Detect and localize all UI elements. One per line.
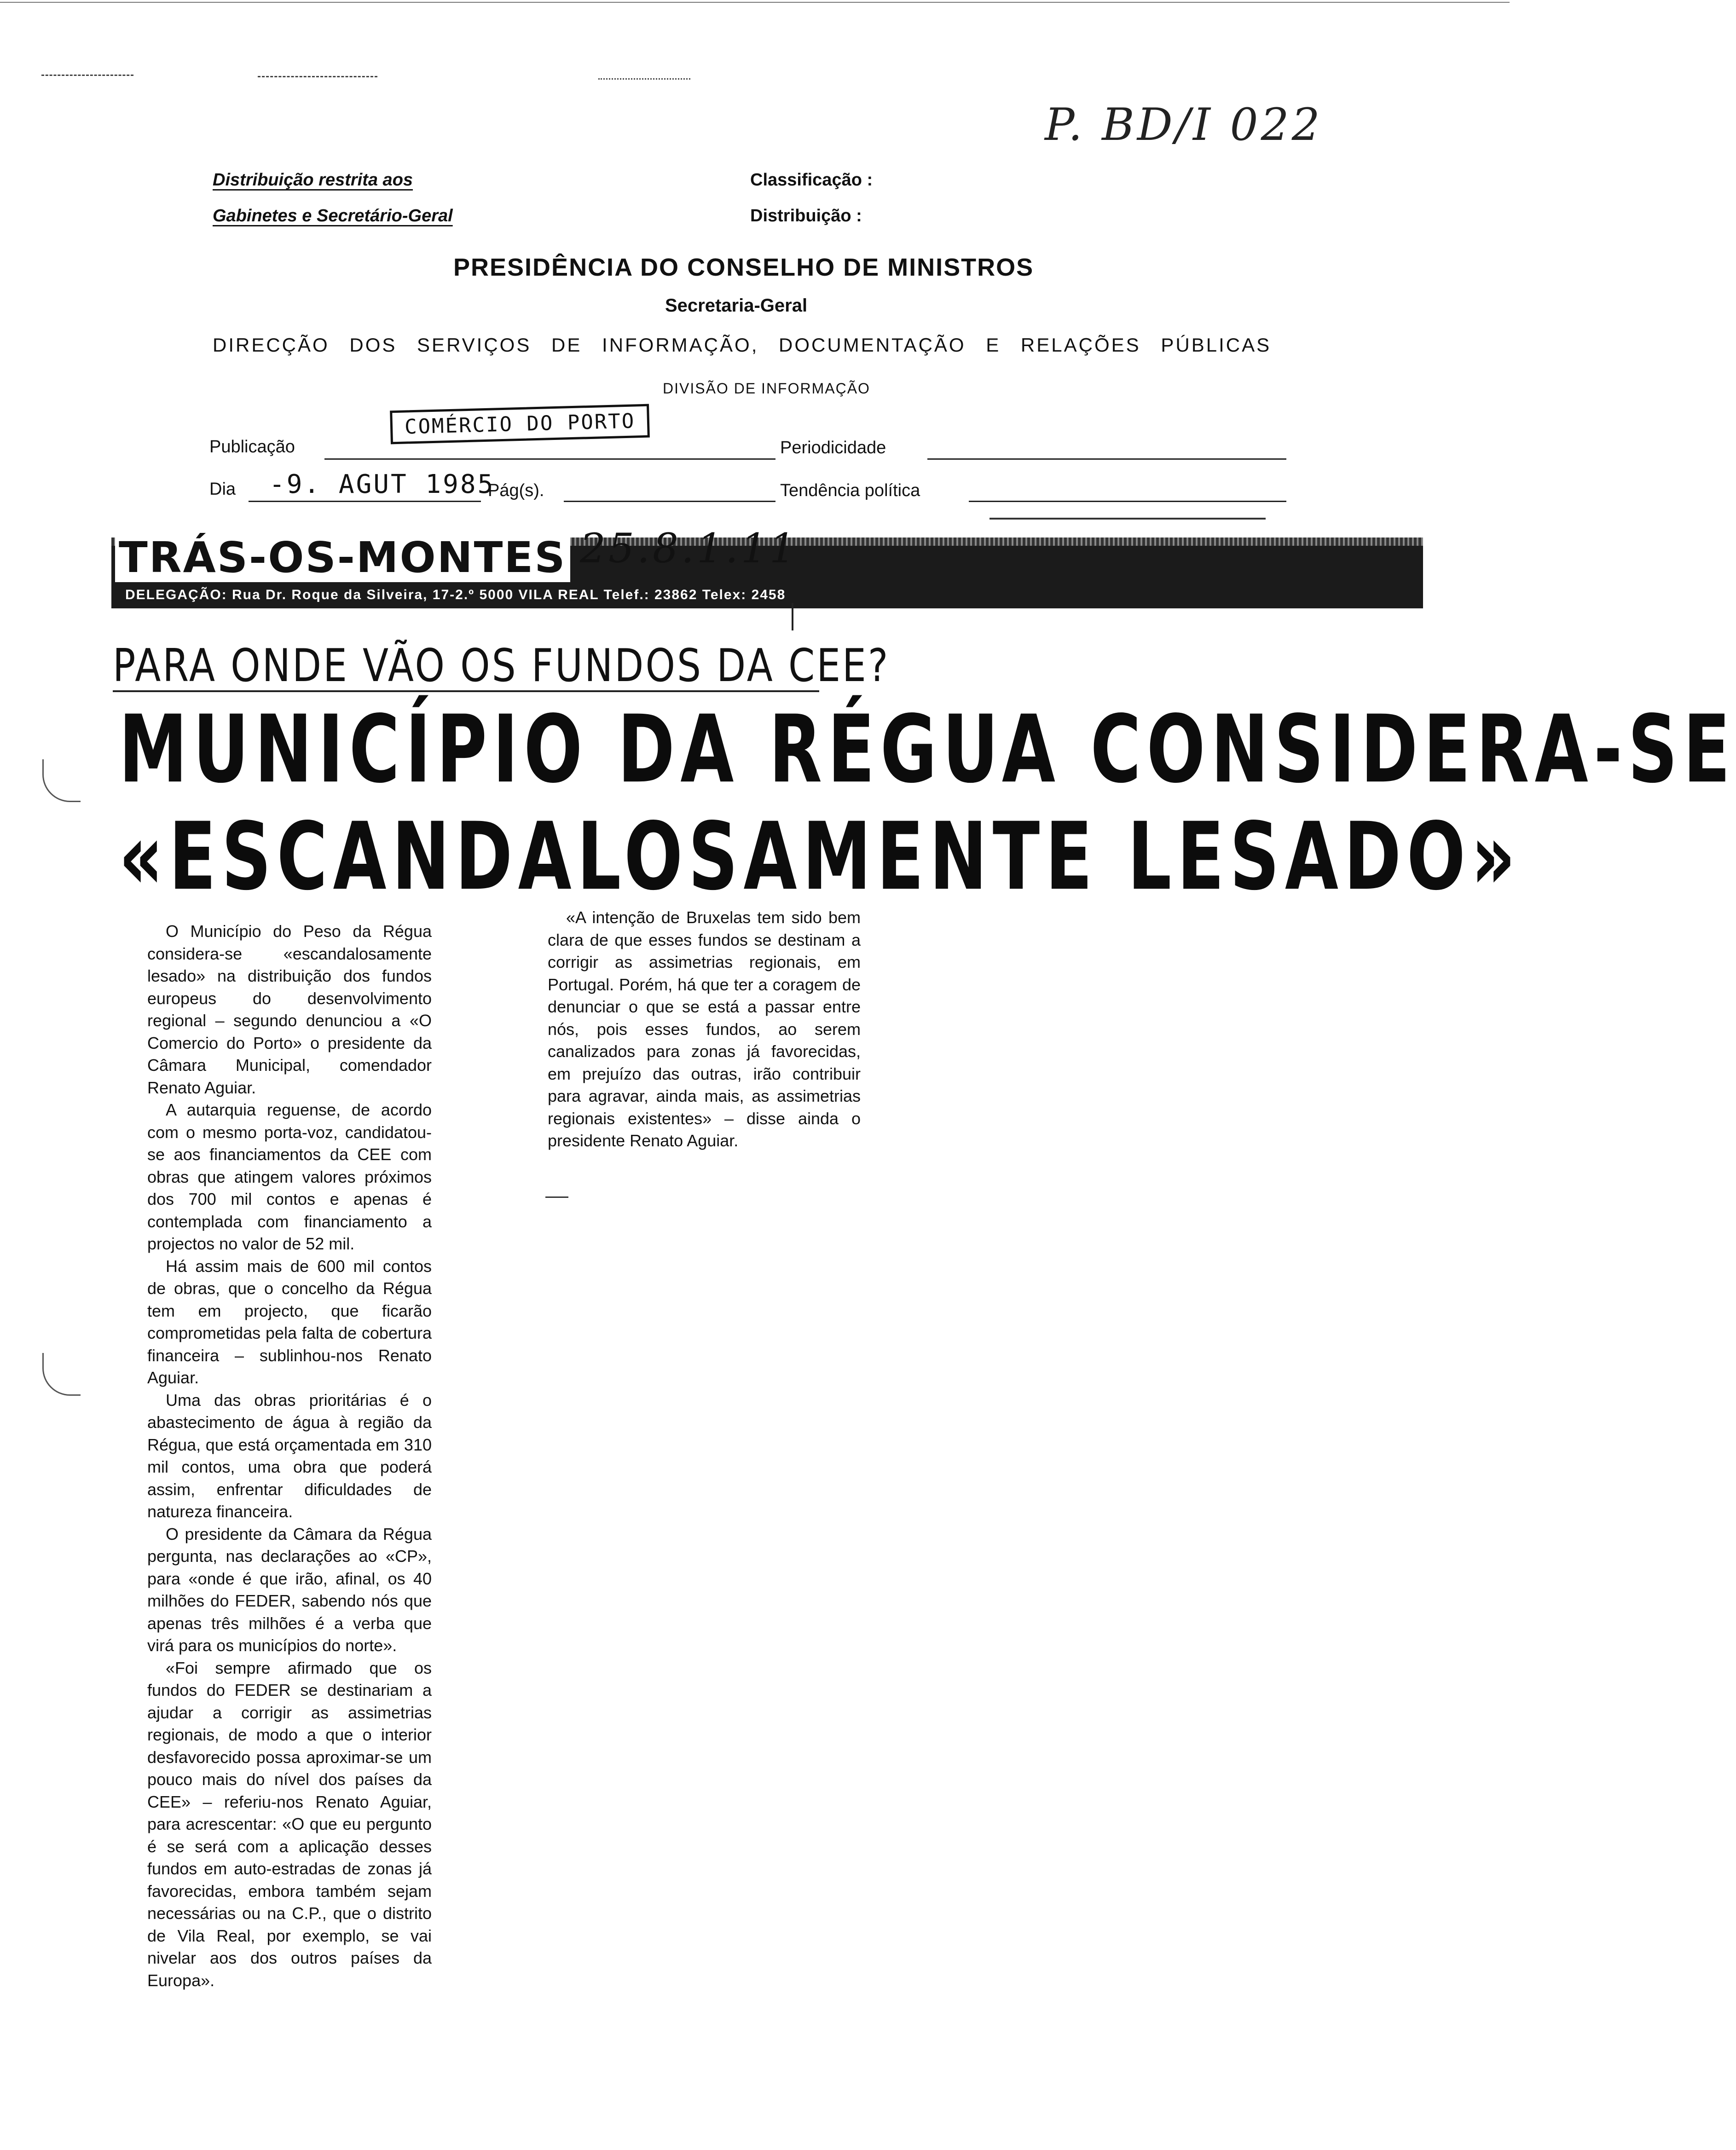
handwritten-reference: P. BD/I 022 [1045, 99, 1323, 150]
day-label: Dia [209, 480, 236, 499]
scan-artifact [41, 75, 133, 76]
article-end-mark [545, 1196, 568, 1198]
restricted-distribution-line1: Distribuição restrita aos [213, 170, 413, 190]
pen-mark [792, 603, 793, 630]
division-name: DIVISÃO DE INFORMAÇÃO [663, 380, 870, 397]
tendency-label: Tendência política [780, 481, 920, 500]
section-title: TRÁS-OS-MONTES [115, 533, 570, 582]
organization-title: PRESIDÊNCIA DO CONSELHO DE MINISTROS [453, 254, 1034, 281]
article-right-column [548, 907, 861, 1152]
delegation-strip [111, 584, 1423, 608]
periodicity-field-line [927, 458, 1286, 460]
article-paragraph: Há assim mais de 600 mil contos de obras, que o concelho da Régua tem em projecto, que ficarão comprometidas pela falta de cobertura financeira – sublinhou-nos Renato Aguiar. [147, 1256, 432, 1387]
restricted-distribution-line2: Gabinetes e Secretário-Geral [213, 206, 453, 225]
publication-stamp: COMÉRCIO DO PORTO [390, 404, 650, 445]
organization-subtitle: Secretaria-Geral [665, 295, 808, 316]
pages-field-line [564, 501, 775, 502]
publication-field-line [324, 458, 775, 460]
article-headline-line1: MUNICÍPIO DA RÉGUA CONSIDERA-SE [119, 696, 1736, 804]
article-headline-line2: «ESCANDALOSAMENTE LESADO» [119, 803, 1521, 911]
article-kicker: PARA ONDE VÃO OS FUNDOS DA CEE? [113, 640, 890, 692]
article-paragraph: Uma das obras prioritárias é o abastecimento de água à região da Régua, que está orçamentada em 310 mil contos, uma obra que poderá assim, enfrentar dificuldades de natureza financeira. [147, 1390, 432, 1521]
pages-label: Pág(s). [488, 481, 544, 500]
distribution-label: Distribuição : [750, 206, 862, 225]
day-field-line [249, 501, 481, 502]
scan-artifact [598, 78, 690, 80]
handwritten-code: 25.8.1.11 [580, 525, 798, 572]
article-paragraph: O presidente da Câmara da Régua pergunta, nas declarações ao «CP», para «onde é que irão, afinal, os 40 milhões do FEDER, sabendo nós que apenas três milhões é a verba que virá para os municípios do norte». [147, 1524, 432, 1655]
department-name: DIRECÇÃO DOS SERVIÇOS DE INFORMAÇÃO, DOCUMENTAÇÃO E RELAÇÕES PÚBLICAS [213, 334, 1272, 356]
publication-label: Publicação [209, 437, 295, 457]
article-left-column [147, 920, 432, 1992]
article-paragraph: «Foi sempre afirmado que os fundos do FEDER se destinariam a ajudar a corrigir as assimetrias regionais, de modo a que o interior desfavorecido possa aproximar-se um pouco mais do nível dos países da CEE» – referiu-nos Renato Aguiar, para acrescentar: «O que eu pergunto é se será com a aplicação desses fundos em auto-estradas de zonas já favorecidas, embora também sejam necessárias ou na C.P., que o distrito de Vila Real, por exemplo, se vai nivelar aos dos outros países da Europa». [147, 1658, 432, 1990]
scan-artifact [258, 76, 377, 77]
binder-hole-mark [42, 1353, 81, 1396]
scan-edge [0, 2, 1510, 3]
rule-line [990, 518, 1266, 520]
kicker-underline [113, 690, 819, 692]
article-paragraph: A autarquia reguense, de acordo com o mesmo porta-voz, candidatou-se aos financiamentos da CEE com obras que atingem valores próximos dos 700 mil contos e apenas é contemplada com financiamento a projectos no valor de 52 mil. [147, 1100, 432, 1253]
classification-label: Classificação : [750, 170, 873, 190]
article-paragraph: O Município do Peso da Régua considera-se «escandalosamente lesado» na distribuição dos fundos europeus do desenvolvimento regional – segundo denunciou a «O Comercio do Porto» o presidente da Câmara Municipal, comendador Renato Aguiar. [147, 922, 432, 1097]
delegation-text: DELEGAÇÃO: Rua Dr. Roque da Silveira, 17-2.º 5000 VILA REAL Telef.: 23862 Telex: 2458 [125, 587, 786, 602]
article-paragraph: «A intenção de Bruxelas tem sido bem clara de que esses fundos se destinam a corrigir as assimetrias regionais, em Portugal. Porém, há que ter a coragem de denunciar o que se está a passar entre nós, pois esses fundos, ao serem canalizados para zonas já favorecidas, em prejuízo das outras, irão contribuir para agravar, ainda mais, as assimetrias regionais existentes» – disse ainda o presidente Renato Aguiar. [548, 908, 861, 1150]
periodicity-label: Periodicidade [780, 438, 886, 457]
tendency-field-line [969, 501, 1286, 502]
day-stamp: -9. AGUT 1985 [269, 469, 495, 499]
binder-hole-mark [42, 759, 81, 802]
